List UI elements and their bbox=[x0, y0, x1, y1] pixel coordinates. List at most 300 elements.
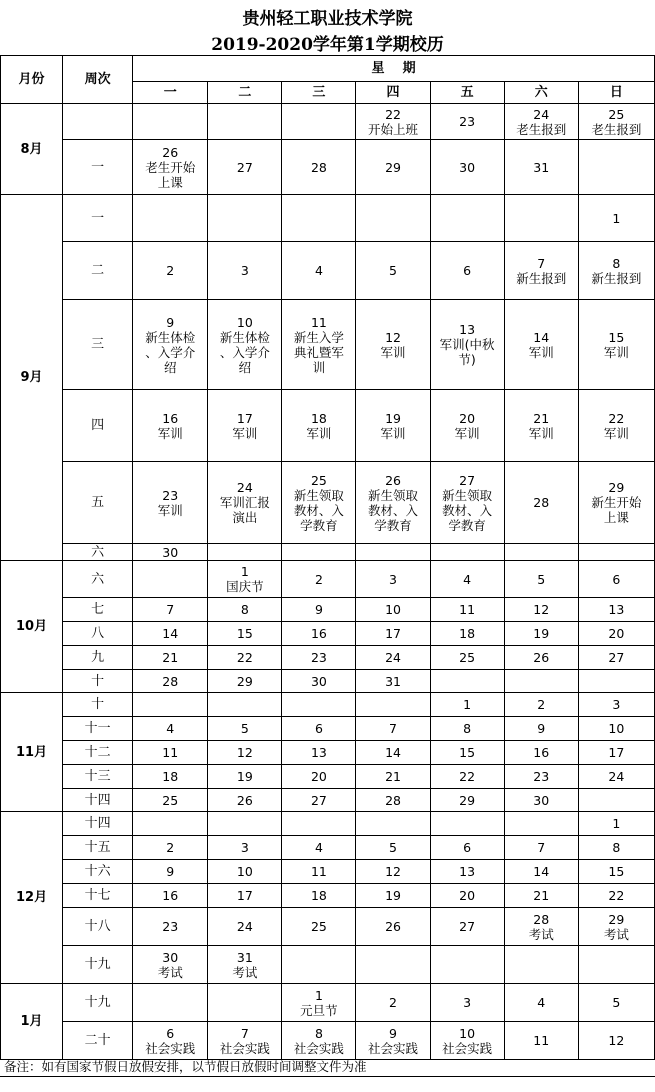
week-label: 十四 bbox=[63, 789, 133, 812]
day-event: 军训 bbox=[157, 502, 183, 518]
day-number: 24 bbox=[533, 106, 550, 122]
day-number: 24 bbox=[385, 650, 401, 665]
day-cell bbox=[504, 622, 578, 646]
day-number: 6 bbox=[612, 571, 621, 587]
day-cell bbox=[430, 462, 504, 544]
day-cell bbox=[504, 741, 578, 765]
day-number: 30 bbox=[162, 544, 179, 560]
day-number: 11 bbox=[459, 602, 476, 617]
day-number: 21 bbox=[533, 888, 550, 903]
day-number: 20 bbox=[459, 410, 476, 426]
day-cell bbox=[133, 836, 208, 860]
day-cell bbox=[356, 390, 430, 462]
day-cell bbox=[208, 670, 282, 693]
day-cell bbox=[504, 195, 578, 242]
day-cell bbox=[133, 670, 208, 693]
day-event: 开始上班 bbox=[368, 121, 419, 137]
day-cell bbox=[208, 946, 282, 984]
day-cell bbox=[282, 884, 356, 908]
day-cell bbox=[282, 104, 356, 140]
week-row bbox=[1, 646, 655, 670]
week-label: 十 bbox=[63, 693, 133, 717]
day-event: 考试 bbox=[603, 926, 629, 942]
day-cell bbox=[356, 544, 430, 561]
day-event: 新生报到 bbox=[591, 270, 642, 286]
day-cell bbox=[578, 812, 654, 836]
day-number: 22 bbox=[236, 650, 253, 665]
day-number: 10 bbox=[459, 1025, 476, 1041]
day-cell bbox=[356, 741, 430, 765]
day-cell bbox=[578, 390, 654, 462]
day-cell bbox=[578, 1022, 654, 1060]
day-number: 4 bbox=[166, 721, 175, 736]
day-cell bbox=[133, 646, 208, 670]
day-cell bbox=[133, 195, 208, 242]
day-number: 2 bbox=[389, 995, 397, 1010]
day-cell bbox=[133, 717, 208, 741]
day-cell bbox=[208, 462, 282, 544]
day-cell bbox=[578, 860, 654, 884]
day-cell bbox=[133, 884, 208, 908]
day-number: 27 bbox=[459, 919, 476, 934]
day-event: 新生体检 bbox=[145, 329, 196, 345]
day-number: 6 bbox=[463, 840, 472, 855]
day-cell bbox=[133, 946, 208, 984]
day-event: 教材、入 bbox=[293, 502, 344, 518]
day-number: 16 bbox=[162, 888, 179, 903]
day-cell bbox=[578, 195, 654, 242]
day-number: 22 bbox=[385, 106, 401, 122]
day-cell bbox=[356, 646, 430, 670]
day-number: 28 bbox=[533, 495, 550, 510]
day-cell bbox=[133, 1022, 208, 1060]
day-event: 学教育 bbox=[300, 517, 338, 533]
day-cell bbox=[282, 140, 356, 195]
day-number: 11 bbox=[310, 314, 327, 330]
day-number: 29 bbox=[236, 673, 253, 689]
day-cell bbox=[356, 717, 430, 741]
day-cell bbox=[430, 390, 504, 462]
week-label: 十一 bbox=[63, 717, 133, 741]
day-number: 3 bbox=[389, 571, 397, 587]
day-number: 4 bbox=[314, 263, 323, 278]
day-number: 23 bbox=[310, 650, 327, 665]
day-cell bbox=[578, 242, 654, 300]
day-number: 22 bbox=[608, 410, 625, 426]
day-cell bbox=[356, 622, 430, 646]
day-number: 4 bbox=[463, 571, 472, 587]
day-cell bbox=[578, 836, 654, 860]
day-cell bbox=[208, 300, 282, 390]
day-number: 5 bbox=[537, 571, 546, 587]
day-event: 新生领取 bbox=[368, 487, 419, 503]
day-number: 31 bbox=[236, 949, 253, 965]
bottom-rule bbox=[0, 1076, 655, 1077]
header-month: 月份 bbox=[1, 56, 63, 104]
day-cell bbox=[356, 670, 430, 693]
day-event: 绍 bbox=[163, 359, 177, 375]
day-cell bbox=[430, 984, 504, 1022]
day-number: 5 bbox=[240, 721, 249, 736]
calendar-table bbox=[0, 55, 655, 1060]
day-cell bbox=[282, 789, 356, 812]
day-number: 23 bbox=[533, 769, 550, 784]
day-cell bbox=[133, 390, 208, 462]
day-number: 17 bbox=[236, 888, 253, 903]
day-cell bbox=[578, 908, 654, 946]
day-cell bbox=[282, 693, 356, 717]
day-cell bbox=[504, 670, 578, 693]
week-row bbox=[1, 693, 655, 717]
day-event: 考试 bbox=[232, 964, 258, 980]
day-number: 14 bbox=[385, 745, 401, 760]
day-cell bbox=[282, 670, 356, 693]
day-cell bbox=[578, 104, 654, 140]
week-label: 八 bbox=[63, 622, 133, 646]
day-cell bbox=[356, 104, 430, 140]
day-number: 16 bbox=[310, 626, 327, 641]
day-event: 、入学介 bbox=[219, 344, 270, 360]
day-event: 老生报到 bbox=[516, 121, 567, 137]
day-cell bbox=[578, 598, 654, 622]
day-event: 新生开始 bbox=[591, 495, 642, 510]
day-cell bbox=[208, 1022, 282, 1060]
day-cell bbox=[356, 598, 430, 622]
day-number: 6 bbox=[314, 721, 323, 736]
day-number: 23 bbox=[459, 114, 476, 129]
week-label: 二十 bbox=[63, 1022, 133, 1060]
day-number: 28 bbox=[533, 911, 550, 927]
day-cell bbox=[282, 984, 356, 1022]
day-cell bbox=[133, 561, 208, 598]
day-event: 社会实践 bbox=[368, 1040, 419, 1056]
day-number: 11 bbox=[162, 745, 179, 760]
day-cell bbox=[208, 789, 282, 812]
week-label: 十五 bbox=[63, 836, 133, 860]
day-number: 29 bbox=[385, 159, 401, 175]
day-number: 10 bbox=[236, 864, 253, 879]
day-number: 18 bbox=[459, 626, 476, 641]
day-cell bbox=[282, 646, 356, 670]
day-number: 13 bbox=[459, 322, 476, 337]
day-number: 28 bbox=[162, 673, 179, 689]
day-event: 社会实践 bbox=[293, 1040, 344, 1056]
day-event: 军训 bbox=[380, 425, 406, 441]
day-cell bbox=[208, 908, 282, 946]
day-number: 29 bbox=[608, 911, 625, 927]
day-number: 30 bbox=[459, 159, 476, 175]
day-cell bbox=[282, 860, 356, 884]
day-cell bbox=[578, 462, 654, 544]
week-label: 十二 bbox=[63, 741, 133, 765]
day-cell bbox=[208, 741, 282, 765]
week-label: 二 bbox=[63, 242, 133, 300]
day-number: 8 bbox=[463, 721, 472, 736]
day-cell bbox=[430, 717, 504, 741]
day-number: 8 bbox=[612, 840, 621, 855]
day-event: 军训 bbox=[157, 425, 183, 441]
day-cell bbox=[133, 789, 208, 812]
day-number: 7 bbox=[389, 721, 397, 736]
day-event: 军训 bbox=[232, 425, 258, 441]
week-row bbox=[1, 622, 655, 646]
header-weekday-group: 星 期 bbox=[133, 56, 655, 82]
day-cell bbox=[504, 1022, 578, 1060]
day-cell bbox=[430, 242, 504, 300]
week-label: 一 bbox=[63, 195, 133, 242]
day-event: 军训 bbox=[528, 344, 554, 360]
day-cell bbox=[430, 195, 504, 242]
day-number: 5 bbox=[612, 995, 621, 1010]
day-cell bbox=[356, 765, 430, 789]
day-cell bbox=[504, 789, 578, 812]
day-cell bbox=[430, 908, 504, 946]
day-cell bbox=[504, 544, 578, 561]
day-number: 30 bbox=[310, 673, 327, 689]
title-term: 2019-2020学年第1学期校历 bbox=[211, 35, 444, 55]
day-cell bbox=[504, 462, 578, 544]
day-event: 上课 bbox=[157, 174, 183, 190]
day-cell bbox=[356, 561, 430, 598]
day-event: 绍 bbox=[238, 359, 252, 375]
day-cell bbox=[578, 670, 654, 693]
month-label: 9月 bbox=[1, 195, 63, 561]
day-cell bbox=[133, 622, 208, 646]
header-day-tue: 二 bbox=[208, 82, 282, 104]
day-cell bbox=[430, 946, 504, 984]
day-number: 12 bbox=[533, 602, 550, 617]
day-cell bbox=[578, 884, 654, 908]
day-number: 25 bbox=[310, 472, 327, 488]
day-cell bbox=[208, 561, 282, 598]
day-cell bbox=[578, 789, 654, 812]
month-label: 1月 bbox=[1, 984, 63, 1060]
week-label: 九 bbox=[63, 646, 133, 670]
week-label: 三 bbox=[63, 300, 133, 390]
day-number: 18 bbox=[310, 410, 327, 426]
day-cell bbox=[356, 242, 430, 300]
day-number: 27 bbox=[608, 650, 625, 665]
day-number: 11 bbox=[533, 1033, 550, 1048]
day-cell bbox=[504, 561, 578, 598]
day-number: 21 bbox=[533, 410, 550, 426]
day-cell bbox=[504, 812, 578, 836]
day-number: 10 bbox=[608, 721, 625, 736]
day-cell bbox=[356, 1022, 430, 1060]
week-row bbox=[1, 717, 655, 741]
day-number: 24 bbox=[236, 480, 253, 495]
week-row bbox=[1, 984, 655, 1022]
day-cell bbox=[133, 908, 208, 946]
week-label: 十 bbox=[63, 670, 133, 693]
day-event: 学教育 bbox=[374, 517, 412, 533]
day-cell bbox=[208, 544, 282, 561]
day-number: 27 bbox=[310, 792, 327, 808]
week-row bbox=[1, 462, 655, 544]
day-number: 18 bbox=[310, 888, 327, 903]
day-number: 7 bbox=[166, 602, 175, 617]
day-number: 1 bbox=[463, 697, 472, 712]
day-number: 30 bbox=[533, 792, 550, 808]
day-number: 19 bbox=[236, 769, 253, 784]
day-cell bbox=[430, 598, 504, 622]
day-number: 12 bbox=[236, 745, 253, 760]
day-cell bbox=[578, 622, 654, 646]
day-cell bbox=[578, 646, 654, 670]
day-number: 5 bbox=[389, 840, 397, 855]
day-number: 1 bbox=[240, 564, 249, 579]
title-school: 贵州轻工职业技术学院 bbox=[242, 9, 413, 29]
day-cell bbox=[430, 860, 504, 884]
day-cell bbox=[208, 717, 282, 741]
week-label: 六 bbox=[63, 544, 133, 561]
day-number: 24 bbox=[236, 919, 253, 934]
day-number: 23 bbox=[162, 919, 179, 934]
day-number: 10 bbox=[385, 602, 401, 617]
day-cell bbox=[578, 946, 654, 984]
day-cell bbox=[430, 622, 504, 646]
week-row bbox=[1, 741, 655, 765]
day-cell bbox=[578, 741, 654, 765]
week-row bbox=[1, 104, 655, 140]
week-label: 十四 bbox=[63, 812, 133, 836]
day-event: 军训 bbox=[306, 425, 332, 441]
day-cell bbox=[133, 765, 208, 789]
day-number: 13 bbox=[608, 602, 625, 617]
day-event: 演出 bbox=[232, 510, 258, 525]
day-number: 14 bbox=[533, 864, 550, 879]
day-number: 15 bbox=[608, 329, 625, 345]
day-event: 训 bbox=[312, 359, 326, 375]
day-cell bbox=[208, 140, 282, 195]
day-number: 4 bbox=[314, 840, 323, 855]
header-week: 周次 bbox=[63, 56, 133, 104]
day-cell bbox=[578, 544, 654, 561]
day-cell bbox=[282, 598, 356, 622]
day-number: 12 bbox=[385, 864, 401, 879]
day-event: 新生体检 bbox=[219, 329, 270, 345]
day-cell bbox=[430, 693, 504, 717]
day-cell bbox=[578, 765, 654, 789]
day-number: 2 bbox=[314, 571, 323, 587]
day-number: 7 bbox=[537, 255, 546, 271]
week-row bbox=[1, 908, 655, 946]
day-number: 22 bbox=[608, 888, 625, 903]
day-number: 4 bbox=[537, 995, 546, 1010]
day-number: 19 bbox=[385, 410, 401, 426]
day-event: 上课 bbox=[603, 510, 629, 525]
day-number: 20 bbox=[310, 769, 327, 784]
day-cell bbox=[356, 195, 430, 242]
day-cell bbox=[133, 812, 208, 836]
week-label: 五 bbox=[63, 462, 133, 544]
day-cell bbox=[430, 140, 504, 195]
day-number: 1 bbox=[612, 210, 621, 226]
day-number: 8 bbox=[240, 602, 249, 617]
day-event: 军训 bbox=[528, 425, 554, 441]
day-event: 新生领取 bbox=[293, 487, 344, 503]
month-label: 10月 bbox=[1, 561, 63, 693]
header-day-fri: 五 bbox=[430, 82, 504, 104]
day-cell bbox=[504, 598, 578, 622]
day-event: 军训汇报 bbox=[219, 495, 270, 510]
day-number: 26 bbox=[236, 792, 253, 808]
day-cell bbox=[133, 741, 208, 765]
day-cell bbox=[504, 984, 578, 1022]
day-number: 21 bbox=[162, 650, 179, 665]
day-event: 社会实践 bbox=[219, 1040, 270, 1056]
day-number: 11 bbox=[310, 864, 327, 879]
day-cell bbox=[504, 860, 578, 884]
day-number: 24 bbox=[608, 769, 625, 784]
month-label: 12月 bbox=[1, 812, 63, 984]
day-cell bbox=[504, 693, 578, 717]
day-number: 12 bbox=[608, 1033, 625, 1048]
day-cell bbox=[208, 242, 282, 300]
day-number: 29 bbox=[608, 480, 625, 495]
day-event: 老生报到 bbox=[591, 121, 642, 137]
day-cell bbox=[578, 984, 654, 1022]
day-cell bbox=[282, 836, 356, 860]
day-number: 8 bbox=[314, 1025, 323, 1041]
day-cell bbox=[133, 544, 208, 561]
day-number: 16 bbox=[533, 745, 550, 760]
day-cell bbox=[356, 140, 430, 195]
day-cell bbox=[504, 946, 578, 984]
week-row bbox=[1, 946, 655, 984]
day-cell bbox=[282, 300, 356, 390]
day-number: 13 bbox=[459, 864, 476, 879]
week-row bbox=[1, 670, 655, 693]
day-event: 军训 bbox=[603, 425, 629, 441]
week-row bbox=[1, 812, 655, 836]
header-day-sat: 六 bbox=[504, 82, 578, 104]
day-number: 15 bbox=[608, 864, 625, 879]
day-cell bbox=[578, 140, 654, 195]
day-number: 3 bbox=[463, 995, 472, 1010]
day-cell bbox=[504, 242, 578, 300]
day-event: 军训 bbox=[603, 344, 629, 360]
day-number: 20 bbox=[608, 626, 625, 641]
day-number: 31 bbox=[533, 159, 550, 175]
day-number: 25 bbox=[162, 792, 179, 808]
day-number: 26 bbox=[533, 650, 550, 665]
week-label: 六 bbox=[63, 561, 133, 598]
day-number: 3 bbox=[240, 840, 249, 855]
week-label: 一 bbox=[63, 140, 133, 195]
week-row bbox=[1, 242, 655, 300]
day-event: 教材、入 bbox=[368, 502, 419, 518]
day-cell bbox=[133, 242, 208, 300]
day-number: 1 bbox=[314, 987, 323, 1003]
week-label: 十六 bbox=[63, 860, 133, 884]
day-number: 22 bbox=[459, 769, 476, 784]
header-day-mon: 一 bbox=[133, 82, 208, 104]
day-number: 21 bbox=[385, 769, 401, 784]
day-number: 28 bbox=[310, 159, 327, 175]
day-event: 军训 bbox=[380, 344, 406, 360]
day-cell bbox=[578, 693, 654, 717]
day-cell bbox=[356, 836, 430, 860]
day-cell bbox=[356, 884, 430, 908]
week-label: 四 bbox=[63, 390, 133, 462]
day-cell bbox=[578, 717, 654, 741]
day-number: 2 bbox=[537, 697, 546, 712]
day-cell bbox=[356, 812, 430, 836]
day-number: 27 bbox=[459, 472, 476, 488]
day-cell bbox=[133, 300, 208, 390]
day-number: 9 bbox=[389, 1025, 397, 1041]
